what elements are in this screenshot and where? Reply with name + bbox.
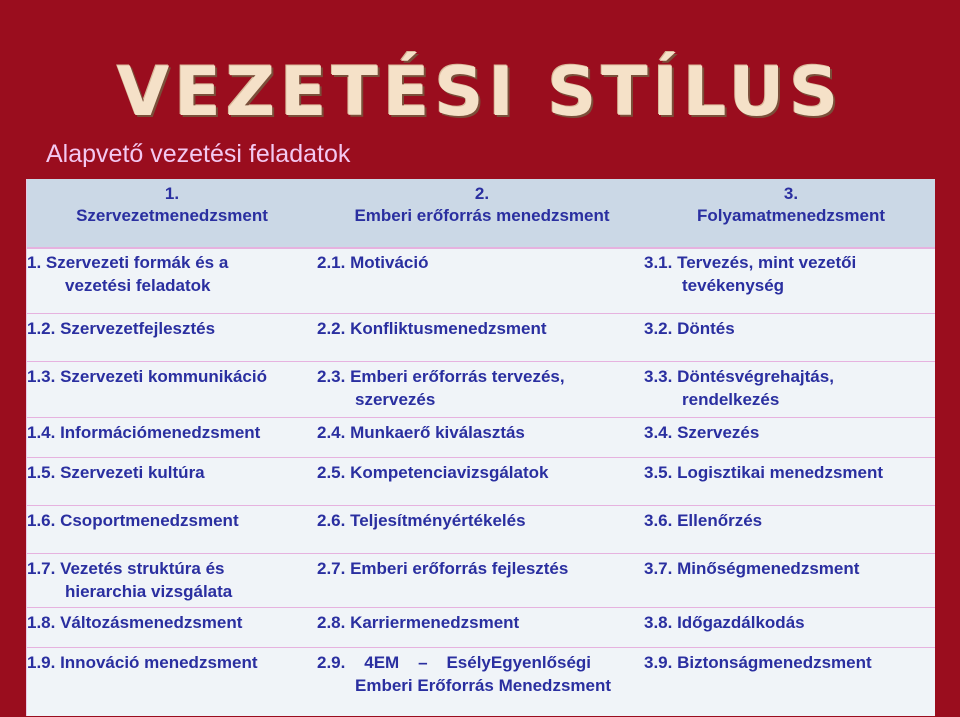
table-row xyxy=(27,553,935,608)
table-row xyxy=(27,457,935,506)
table-cell-col-3 xyxy=(644,421,759,444)
table-cell-col-1 xyxy=(27,317,215,340)
table-row xyxy=(27,313,935,362)
table-header xyxy=(27,179,935,249)
header-col-2-num: 2. xyxy=(474,184,490,203)
cell-line: 3.4. Szervezés xyxy=(644,423,760,442)
header-col-1 xyxy=(27,183,317,227)
cell-line: tevékenység xyxy=(682,276,785,295)
cell-line: szervezés xyxy=(355,390,436,409)
cell-line: 2.8. Karriermenedzsment xyxy=(317,613,520,632)
table-cell-col-3 xyxy=(644,317,735,340)
cell-line: 3.6. Ellenőrzés xyxy=(644,511,763,530)
table-cell-col-3 xyxy=(644,557,859,580)
cell-line: 1.6. Csoportmenedzsment xyxy=(27,511,239,530)
cell-line: hierarchia vizsgálata xyxy=(65,582,233,601)
cell-line: 1.4. Információmenedzsment xyxy=(27,423,261,442)
table-cell-col-1 xyxy=(27,365,267,388)
cell-line: 2.9. 4EM – EsélyEgyenlőségi xyxy=(317,653,592,672)
cell-line: Emberi Erőforrás Menedzsment xyxy=(355,676,612,695)
table-cell-col-3 xyxy=(644,365,834,411)
table-cell-col-2 xyxy=(317,461,548,484)
header-col-3-num: 3. xyxy=(783,184,799,203)
table-row xyxy=(27,417,935,458)
table-cell-col-2 xyxy=(317,421,525,444)
header-col-1-label: Szervezetmenedzsment xyxy=(76,206,268,225)
table-cell-col-1 xyxy=(27,557,232,603)
table-cell-col-2 xyxy=(317,317,547,340)
table-row xyxy=(27,607,935,648)
cell-line: 2.3. Emberi erőforrás tervezés, xyxy=(317,367,565,386)
cell-line: 1.8. Változásmenedzsment xyxy=(27,613,243,632)
table-cell-col-3 xyxy=(644,509,762,532)
table-cell-col-1 xyxy=(27,421,260,444)
cell-line: 3.3. Döntésvégrehajtás, xyxy=(644,367,834,386)
slide-title: VEZETÉSI STÍLUS xyxy=(116,53,844,132)
table-row xyxy=(27,505,935,554)
table-cell-col-1 xyxy=(27,461,205,484)
cell-line: 2.1. Motiváció xyxy=(317,253,429,272)
cell-line: 1.5. Szervezeti kultúra xyxy=(27,463,205,482)
cell-line: 2.2. Konfliktusmenedzsment xyxy=(317,319,547,338)
table-cell-col-1 xyxy=(27,251,228,297)
cell-line: 3.5. Logisztikai menedzsment xyxy=(644,463,884,482)
slide-subtitle: Alapvető vezetési feladatok xyxy=(46,140,351,168)
tasks-table xyxy=(26,179,935,716)
table-cell-col-3 xyxy=(644,461,883,484)
cell-line: 3.2. Döntés xyxy=(644,319,735,338)
table-row xyxy=(27,247,935,314)
table-cell-col-2 xyxy=(317,509,526,532)
table-cell-col-3 xyxy=(644,251,856,297)
table-cell-col-1 xyxy=(27,509,239,532)
table-cell-col-2 xyxy=(317,251,428,274)
header-col-2-label: Emberi erőforrás menedzsment xyxy=(354,206,610,225)
cell-line: 3.9. Biztonságmenedzsment xyxy=(644,653,872,672)
table-cell-col-3 xyxy=(644,611,805,634)
header-col-3 xyxy=(647,183,935,227)
header-col-1-num: 1. xyxy=(164,184,180,203)
table-row xyxy=(27,361,935,418)
table-cell-col-2 xyxy=(317,611,519,634)
cell-line: 3.7. Minőségmenedzsment xyxy=(644,559,860,578)
cell-line: 2.7. Emberi erőforrás fejlesztés xyxy=(317,559,569,578)
cell-line: 2.5. Kompetenciavizsgálatok xyxy=(317,463,549,482)
cell-line: 2.6. Teljesítményértékelés xyxy=(317,511,526,530)
table-cell-col-1 xyxy=(27,651,258,674)
table-cell-col-1 xyxy=(27,611,242,634)
cell-line: vezetési feladatok xyxy=(65,276,211,295)
table-row xyxy=(27,647,935,717)
cell-line: 3.8. Időgazdálkodás xyxy=(644,613,805,632)
cell-line: 2.4. Munkaerő kiválasztás xyxy=(317,423,525,442)
cell-line: 3.1. Tervezés, mint vezetői xyxy=(644,253,857,272)
header-col-2 xyxy=(317,183,647,227)
cell-line: 1.9. Innováció menedzsment xyxy=(27,653,258,672)
cell-line: 1.2. Szervezetfejlesztés xyxy=(27,319,216,338)
cell-line: 1.3. Szervezeti kommunikáció xyxy=(27,367,267,386)
table-cell-col-2 xyxy=(317,557,568,580)
cell-line: 1. Szervezeti formák és a xyxy=(27,253,229,272)
table-cell-col-2 xyxy=(317,365,565,411)
table-cell-col-2 xyxy=(317,651,611,697)
cell-line: rendelkezés xyxy=(682,390,780,409)
header-col-3-label: Folyamatmenedzsment xyxy=(697,206,885,225)
table-cell-col-3 xyxy=(644,651,872,674)
cell-line: 1.7. Vezetés struktúra és xyxy=(27,559,225,578)
